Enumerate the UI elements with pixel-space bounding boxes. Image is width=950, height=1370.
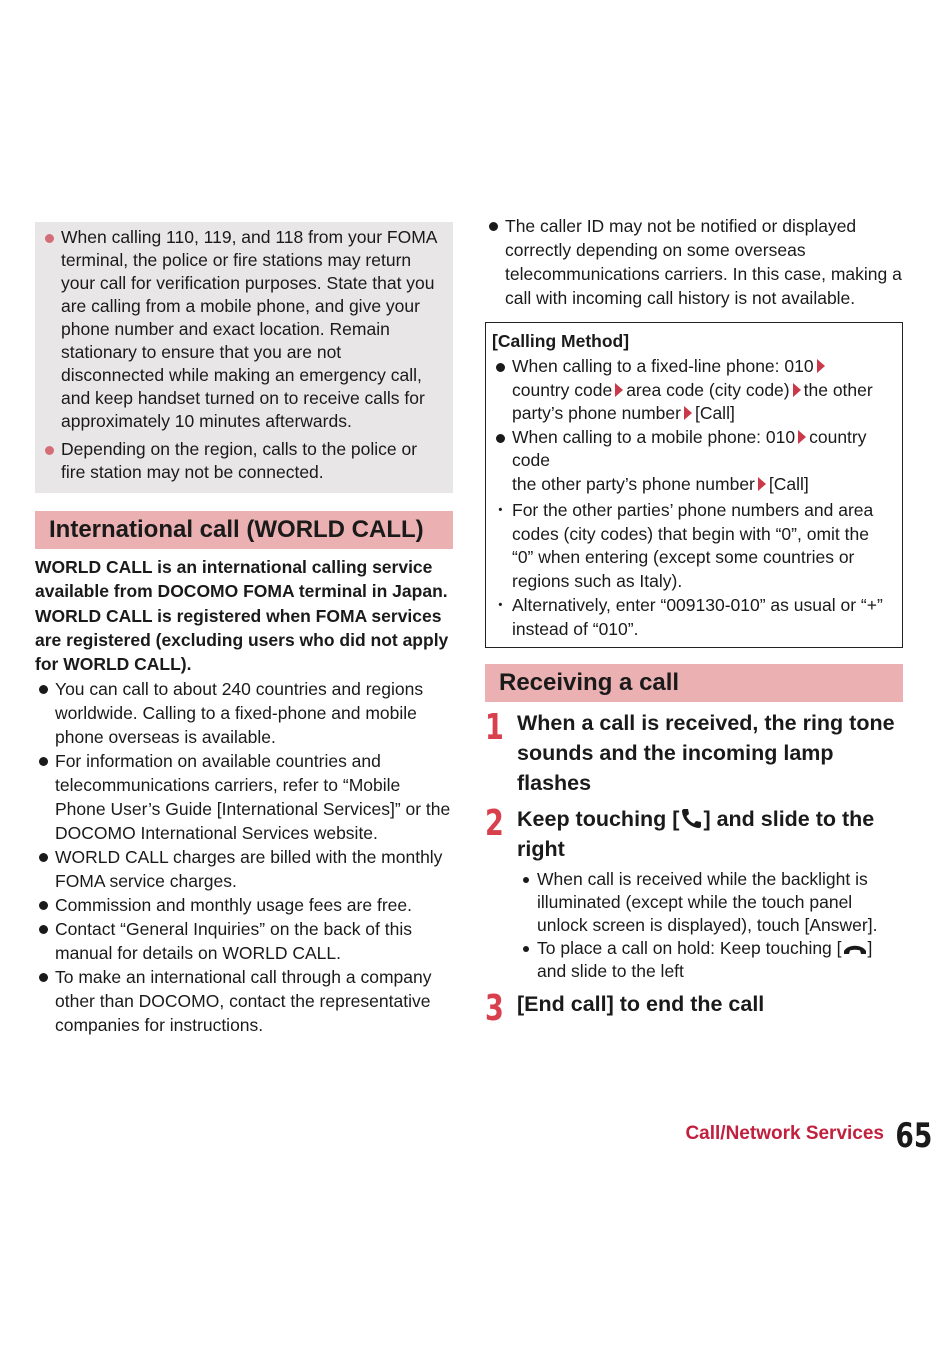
- bullet-icon: [45, 446, 54, 455]
- bullet-icon: [523, 877, 529, 883]
- calling-method-title: [Calling Method]: [492, 331, 630, 351]
- bullet-icon: [39, 685, 48, 694]
- bullet-icon: [39, 925, 48, 934]
- bullet-icon: [496, 434, 505, 443]
- world-call-intro-2: WORLD CALL is registered when FOMA services are registered (excluding users who did not apply for WORLD CALL).: [35, 605, 449, 675]
- bullet-icon: [39, 853, 48, 862]
- list-item-text: You can call to about 240 countries and regions worldwide. Calling to a fixed-phone and mobile phone overseas is available.: [55, 679, 424, 748]
- step-3: [485, 988, 903, 1029]
- right-column: [485, 214, 903, 1029]
- phone-answer-icon: [679, 807, 703, 829]
- red-triangle-arrow-icon: [817, 359, 825, 373]
- list-item-text: WORLD CALL charges are billed with the monthly FOMA service charges.: [55, 847, 443, 892]
- list-item-text: Contact “General Inquiries” on the back of this manual for details on WORLD CALL.: [55, 919, 412, 964]
- method-step: the other party’s phone number: [512, 379, 873, 423]
- method-step: the other party’s phone number: [512, 473, 755, 494]
- step-number: 3: [485, 988, 504, 1029]
- list-item-text: Commission and monthly usage fees are free.: [55, 895, 412, 916]
- list-item: [35, 749, 453, 845]
- step-1: [485, 708, 903, 798]
- step-text: [517, 804, 903, 864]
- calling-method-box: [485, 322, 903, 648]
- phone-hangup-icon: [842, 941, 868, 957]
- list-item: [35, 845, 453, 893]
- method-step: [Call]: [694, 403, 735, 423]
- caller-id-note-text: The caller ID may not be notified or displayed correctly depending on some overseas telecommunications carriers. In this case, making a call with incoming call history is not available.: [505, 216, 902, 308]
- step-2-sub-item: [517, 868, 903, 937]
- emergency-note-box: [35, 222, 453, 493]
- note-item: [45, 226, 443, 433]
- method-step: When calling to a fixed-line phone: 010: [512, 356, 814, 376]
- red-triangle-arrow-icon: [684, 406, 692, 420]
- bullet-icon: [45, 234, 54, 243]
- list-item: [35, 917, 453, 965]
- note-item: [45, 438, 443, 484]
- step-text-part: Keep touching [: [517, 807, 680, 831]
- step-text: [End call] to end the call: [517, 992, 765, 1016]
- method-step: country code: [512, 426, 867, 470]
- world-call-bullet-list: [35, 677, 453, 1037]
- list-item: [35, 893, 453, 917]
- list-item-text: To make an international call through a company other than DOCOMO, contact the representative companies for instructions.: [55, 967, 432, 1036]
- left-column: [35, 222, 453, 1037]
- step-number: 2: [485, 803, 504, 844]
- note-text: Depending on the region, calls to the police or fire station may not be connected.: [61, 439, 418, 482]
- red-triangle-arrow-icon: [793, 383, 801, 397]
- note-text: When calling 110, 119, and 118 from your FOMA terminal, the police or fire stations may return your call for verification purposes. State that you are calling from a mobile phone, and give your phone number and exact location. Remain stationary to ensure that you are not disconnected while making an emergency call, and keep handset turned on to receive calls for approximately 10 minutes afterwards.: [61, 227, 437, 431]
- step-text-part: ] and slide to the right: [517, 807, 875, 861]
- footer-section-label: Call/Network Services: [685, 1123, 884, 1144]
- world-call-heading: International call (WORLD CALL): [35, 511, 453, 549]
- middle-dot-marker: ･: [496, 500, 505, 520]
- red-triangle-arrow-icon: [798, 430, 806, 444]
- sub-item-text: ] and slide to the left: [537, 938, 873, 981]
- receiving-call-heading: Receiving a call: [485, 664, 903, 702]
- bullet-icon: [523, 946, 529, 952]
- method-note-text: For the other parties’ phone numbers and area codes (city codes) that begin with “0”, omit the “0” when entering (except some countries or regions such as Italy).: [512, 500, 874, 591]
- method-note: [492, 594, 894, 641]
- page-number: 65: [895, 1116, 932, 1156]
- bullet-icon: [39, 757, 48, 766]
- sub-item-text: When call is received while the backlight is illuminated (except while the touch panel unlock screen is displayed), touch [Answer].: [537, 869, 878, 935]
- step-text: When a call is received, the ring tone sounds and the incoming lamp flashes: [517, 711, 895, 795]
- method-note-text: Alternatively, enter “009130-010” as usual or “+” instead of “010”.: [512, 595, 883, 639]
- list-item: [35, 965, 453, 1037]
- red-triangle-arrow-icon: [758, 477, 766, 491]
- step-2: [485, 804, 903, 983]
- step-2-sub-item: [517, 937, 903, 983]
- fixed-line-method: [492, 355, 894, 426]
- caller-id-note: [485, 214, 903, 310]
- bullet-icon: [39, 973, 48, 982]
- red-triangle-arrow-icon: [615, 383, 623, 397]
- bullet-icon: [496, 363, 505, 372]
- method-step: area code (city code): [626, 379, 790, 400]
- mobile-method: [492, 426, 894, 497]
- world-call-intro-1: WORLD CALL is an international calling service available from DOCOMO FOMA terminal in Japan.: [35, 557, 448, 602]
- list-item-text: For information on available countries and telecommunications carriers, refer to “Mobile Phone User’s Guide [International Services]” or the DOCOMO International Services website.: [55, 751, 451, 844]
- method-step: country code: [512, 379, 613, 400]
- middle-dot-marker: ･: [496, 595, 505, 615]
- method-note: [492, 499, 894, 593]
- bullet-icon: [39, 901, 48, 910]
- method-step: [Call]: [768, 473, 809, 494]
- list-item: [35, 677, 453, 749]
- method-step: When calling to a mobile phone: 010: [512, 426, 796, 447]
- sub-item-text: To place a call on hold: Keep touching [: [537, 938, 842, 958]
- bullet-icon: [489, 222, 498, 231]
- step-number: 1: [485, 707, 504, 748]
